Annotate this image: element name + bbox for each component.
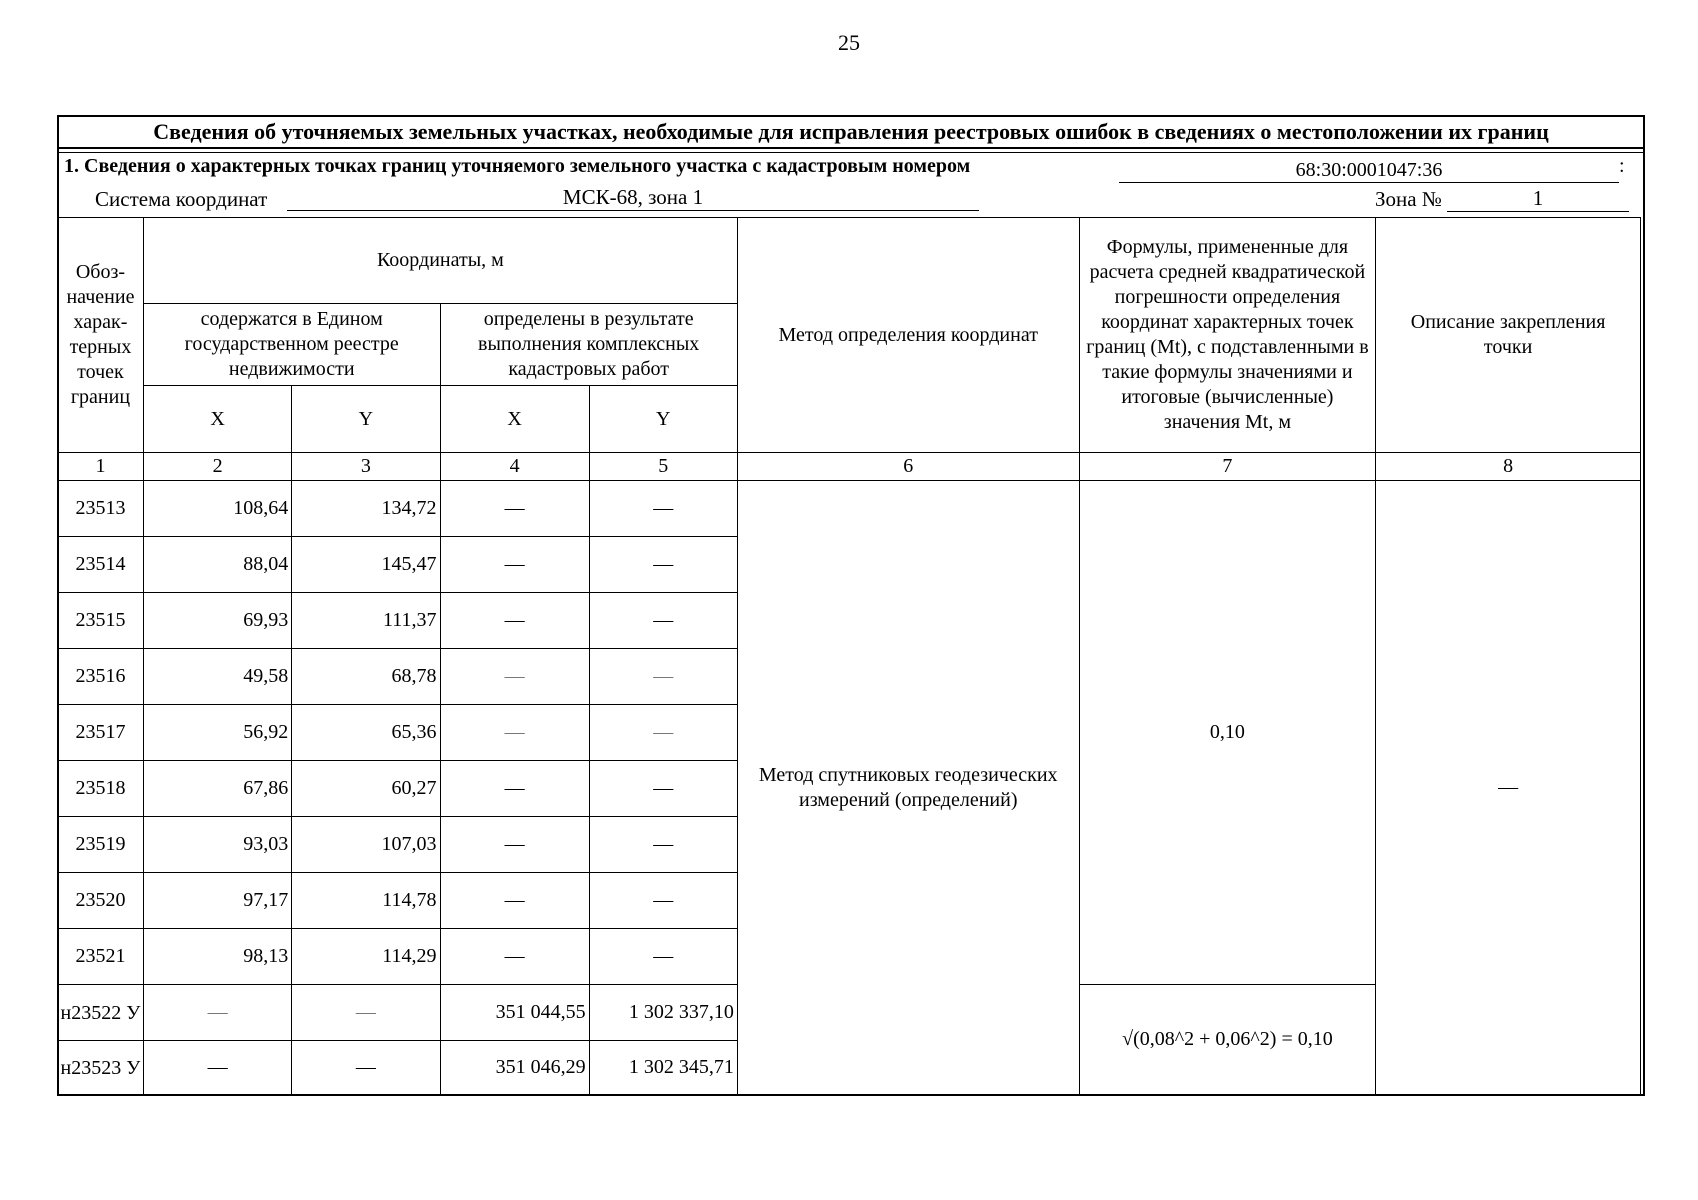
- points-table: [57, 217, 1641, 1095]
- cell-y2: —: [589, 761, 737, 817]
- cell-x2: 351 044,55: [440, 985, 589, 1041]
- cell-x1: —: [143, 985, 291, 1041]
- col-number: 3: [292, 453, 440, 481]
- zone-value: 1: [1447, 186, 1629, 212]
- header-formula: Формулы, примененные для расчета средней квадратической погрешности определения координат характерных точек границ (Mt), с подставленными в такие формулы значениями и итоговые (вычисленные) значения Mt, м: [1079, 218, 1376, 453]
- col-number: 8: [1376, 453, 1641, 481]
- point-id: 23517: [58, 705, 144, 761]
- cell-x1: 67,86: [143, 761, 291, 817]
- header-description: Описание закрепления точки: [1376, 218, 1641, 453]
- point-id: 23520: [58, 873, 144, 929]
- coord-system-value: МСК-68, зона 1: [287, 185, 979, 211]
- cell-x2: —: [440, 705, 589, 761]
- cell-y2: 1 302 345,71: [589, 1041, 737, 1095]
- cell-y2: —: [589, 705, 737, 761]
- point-id: 23514: [58, 537, 144, 593]
- header-y2: Y: [589, 386, 737, 453]
- description-value: —: [1376, 481, 1641, 1095]
- point-id: 23515: [58, 593, 144, 649]
- zone-label: Зона №: [1375, 187, 1442, 211]
- cell-y2: 1 302 337,10: [589, 985, 737, 1041]
- cell-x1: 98,13: [143, 929, 291, 985]
- header-y1: Y: [292, 386, 440, 453]
- cell-x1: 93,03: [143, 817, 291, 873]
- point-id: 23521: [58, 929, 144, 985]
- table-row: [58, 481, 1641, 537]
- document-title: Сведения об уточняемых земельных участках, необходимые для исправления реестровых ошибок в сведениях о местоположении их границ: [59, 117, 1643, 149]
- cell-y2: —: [589, 817, 737, 873]
- cell-y1: 65,36: [292, 705, 440, 761]
- cell-x1: 69,93: [143, 593, 291, 649]
- col-number: 2: [143, 453, 291, 481]
- header-x1: X: [143, 386, 291, 453]
- cadastral-number: 68:30:0001047:36: [1119, 158, 1619, 183]
- method-value: Метод спутниковых геодезических измерений (определений): [737, 481, 1079, 1095]
- cell-y1: 107,03: [292, 817, 440, 873]
- cell-y1: 134,72: [292, 481, 440, 537]
- cell-x2: —: [440, 537, 589, 593]
- cell-y1: —: [292, 985, 440, 1041]
- cell-x2: —: [440, 481, 589, 537]
- header-kkr: определены в результате выполнения комплексных кадастровых работ: [440, 304, 737, 386]
- cell-y1: 145,47: [292, 537, 440, 593]
- col-number: 1: [58, 453, 144, 481]
- cell-y2: —: [589, 481, 737, 537]
- cell-y2: —: [589, 537, 737, 593]
- cell-x2: —: [440, 817, 589, 873]
- point-id: 23518: [58, 761, 144, 817]
- cell-y2: —: [589, 873, 737, 929]
- col-number: 5: [589, 453, 737, 481]
- point-id: н23522 У: [58, 985, 144, 1041]
- header-point-designation: Обоз-начение харак-терных точек границ: [58, 218, 144, 453]
- cell-y2: —: [589, 929, 737, 985]
- cell-x1: 97,17: [143, 873, 291, 929]
- cell-x2: —: [440, 761, 589, 817]
- cell-x1: 88,04: [143, 537, 291, 593]
- cell-x2: 351 046,29: [440, 1041, 589, 1095]
- col-number: 6: [737, 453, 1079, 481]
- point-id: н23523 У: [58, 1041, 144, 1095]
- mt-formula: √(0,08^2 + 0,06^2) = 0,10: [1079, 985, 1376, 1095]
- point-id: 23513: [58, 481, 144, 537]
- cell-x2: —: [440, 649, 589, 705]
- point-id: 23516: [58, 649, 144, 705]
- cell-x1: 49,58: [143, 649, 291, 705]
- cell-x1: —: [143, 1041, 291, 1095]
- cell-y1: 60,27: [292, 761, 440, 817]
- colon: :: [1619, 155, 1625, 177]
- cell-x1: 56,92: [143, 705, 291, 761]
- col-number: 7: [1079, 453, 1376, 481]
- page-number: 25: [838, 30, 860, 55]
- cell-y1: —: [292, 1041, 440, 1095]
- header-method: Метод определения координат: [737, 218, 1079, 453]
- point-id: 23519: [58, 817, 144, 873]
- mt-value: 0,10: [1079, 481, 1376, 985]
- header-egrn: содержатся в Едином государственном реестре недвижимости: [143, 304, 440, 386]
- cell-x2: —: [440, 593, 589, 649]
- section-heading: 1. Сведения о характерных точках границ уточняемого земельного участка с кадастровым номером: [64, 155, 971, 177]
- cell-y1: 68,78: [292, 649, 440, 705]
- coord-system-label: Система координат: [95, 187, 268, 211]
- cell-y1: 114,29: [292, 929, 440, 985]
- cell-y2: —: [589, 593, 737, 649]
- title-divider: [59, 152, 1643, 153]
- header-coordinates: Координаты, м: [143, 218, 737, 304]
- document-frame: [57, 115, 1645, 1096]
- header-x2: X: [440, 386, 589, 453]
- cell-x2: —: [440, 929, 589, 985]
- cell-y1: 114,78: [292, 873, 440, 929]
- cell-x1: 108,64: [143, 481, 291, 537]
- cell-y1: 111,37: [292, 593, 440, 649]
- cell-x2: —: [440, 873, 589, 929]
- cell-y2: —: [589, 649, 737, 705]
- col-number: 4: [440, 453, 589, 481]
